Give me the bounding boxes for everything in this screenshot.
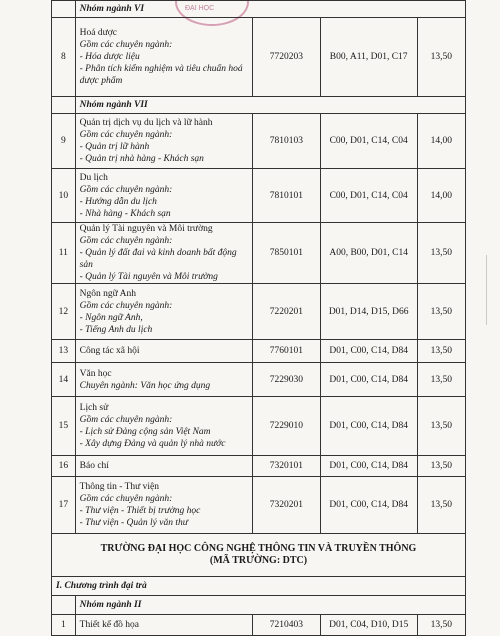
row-number: 17 — [52, 477, 76, 534]
table-row — [52, 284, 466, 340]
specialization-intro: Gồm các chuyên ngành: — [79, 494, 173, 504]
table-row — [52, 397, 466, 456]
min-score: 13,50 — [417, 284, 465, 340]
major-cell — [75, 340, 252, 363]
major-name: Báo chí — [79, 461, 109, 471]
major-code: 7229010 — [253, 397, 321, 456]
row-number: 14 — [52, 363, 76, 397]
major-code: 7229030 — [253, 363, 321, 397]
subject-combos: D01, C00, C14, D84 — [320, 456, 417, 477]
group-row — [52, 596, 466, 615]
min-score: 13,50 — [417, 397, 465, 456]
stamp-text: ĐẠI HỌC — [185, 5, 215, 12]
subject-combos: D01, D14, D15, D66 — [320, 284, 417, 340]
specialization-item: - Quản trị lữ hành — [79, 142, 150, 152]
section-row — [52, 577, 466, 596]
major-cell — [75, 18, 252, 97]
specialization-intro: Gồm các chuyên ngành: — [79, 130, 173, 140]
specialization-item: - Hướng dẫn du lịch — [79, 196, 157, 207]
row-number: 10 — [52, 169, 76, 223]
min-score: 13,50 — [417, 477, 465, 534]
table-row — [52, 340, 466, 363]
section-label: I. Chương trình đại trà — [52, 577, 466, 596]
min-score: 13,50 — [417, 223, 465, 284]
specialization-item: - Phân tích kiểm nghiệm và tiêu chuẩn hoá dược phẩm — [79, 64, 243, 86]
group-row — [52, 1, 466, 18]
major-cell — [75, 223, 252, 284]
min-score: 13,50 — [417, 363, 465, 397]
specialization-intro: Gồm các chuyên ngành: — [79, 300, 173, 311]
major-cell — [75, 284, 252, 340]
specialization-intro: Chuyên ngành: Văn học ứng dụng — [79, 380, 211, 391]
row-number: 8 — [52, 18, 76, 97]
major-code: 7850101 — [253, 223, 321, 284]
university-header-row — [52, 534, 466, 577]
row-number: 9 — [52, 114, 76, 169]
subject-combos: D01, C00, C14, D84 — [320, 363, 417, 397]
specialization-item: - Thư viện - Thiết bị trường học — [79, 506, 201, 516]
group-label: Nhóm ngành VII — [75, 97, 465, 114]
row-number: 1 — [52, 615, 76, 636]
subject-combos: B00, A11, D01, C17 — [320, 18, 417, 97]
major-code: 7810103 — [253, 114, 321, 169]
subject-combos: A00, B00, D01, C14 — [320, 223, 417, 284]
major-code: 7810101 — [253, 169, 321, 223]
table-body — [52, 1, 466, 534]
major-name: Lịch sử — [79, 403, 109, 413]
specialization-item: - Nhà hàng - Khách sạn — [79, 208, 171, 219]
major-name: Quản lý Tài nguyên và Môi trường — [79, 224, 213, 234]
major-cell — [75, 169, 252, 223]
min-score: 14,00 — [417, 114, 465, 169]
margin-pencil-mark — [486, 255, 497, 325]
subject-combos: C00, D01, C14, C04 — [320, 114, 417, 169]
table-row — [52, 477, 466, 534]
specialization-item: - Thư viện - Quản lý văn thư — [79, 518, 188, 528]
major-code: 7760101 — [253, 340, 321, 363]
group-label: Nhóm ngành VI — [75, 1, 465, 18]
specialization-item: - Xây dựng Đảng và quản lý nhà nước — [79, 439, 226, 449]
major-name: Hoá dược — [79, 28, 117, 38]
specialization-item: - Quản lý đất đai và kinh doanh bất động sản — [79, 248, 237, 270]
specialization-intro: Gồm các chuyên ngành: — [79, 40, 173, 50]
min-score: 13,50 — [417, 340, 465, 363]
university-code: (MÃ TRƯỜNG: DTC) — [209, 555, 308, 566]
specialization-item: - Quản trị nhà hàng - Khách sạn — [79, 154, 204, 164]
major-cell — [75, 397, 252, 456]
group-label: Nhóm ngành II — [75, 596, 465, 615]
major-name: Văn học — [79, 368, 112, 379]
specialization-item: - Ngôn ngữ Anh, — [79, 312, 143, 323]
major-code: 7210403 — [253, 615, 321, 636]
major-code: 7220201 — [253, 284, 321, 340]
min-score: 14,00 — [417, 169, 465, 223]
major-name: Quản trị dịch vụ du lịch và lữ hành — [79, 118, 213, 128]
major-code: 7320201 — [253, 477, 321, 534]
group-row — [52, 97, 466, 114]
major-cell — [75, 477, 252, 534]
table-row — [52, 615, 466, 636]
min-score: 13,50 — [417, 18, 465, 97]
specialization-intro: Gồm các chuyên ngành: — [79, 236, 173, 246]
university-name: TRƯỜNG ĐẠI HỌC CÔNG NGHỆ THÔNG TIN VÀ TRUYỀN THÔNG — [100, 543, 417, 554]
subject-combos: C00, D01, C14, C04 — [320, 169, 417, 223]
table-row — [52, 169, 466, 223]
subject-combos: D01, C00, C14, D84 — [320, 340, 417, 363]
specialization-item: - Lịch sử Đảng cộng sản Việt Nam — [79, 427, 211, 437]
row-number: 16 — [52, 456, 76, 477]
subject-combos: D01, C00, C14, D84 — [320, 477, 417, 534]
major-code: 7720203 — [253, 18, 321, 97]
major-cell — [75, 114, 252, 169]
row-number: 12 — [52, 284, 76, 340]
major-cell — [75, 456, 252, 477]
major-name: Thiết kế đồ họa — [75, 615, 252, 636]
specialization-item: - Quản lý Tài nguyên và Môi trường — [79, 272, 218, 282]
specialization-intro: Gồm các chuyên ngành: — [79, 184, 173, 195]
major-name: Công tác xã hội — [79, 346, 140, 356]
row-number: 15 — [52, 397, 76, 456]
specialization-intro: Gồm các chuyên ngành: — [79, 415, 173, 425]
table-footer — [52, 534, 466, 636]
admission-score-table — [51, 0, 466, 636]
subject-combos: D01, C00, C14, D84 — [320, 397, 417, 456]
min-score: 13,50 — [417, 615, 465, 636]
specialization-item: - Tiếng Anh du lịch — [79, 324, 153, 335]
subject-combos: D01, C04, D10, D15 — [320, 615, 417, 636]
table-row — [52, 456, 466, 477]
table-row — [52, 363, 466, 397]
major-name: Du lịch — [79, 172, 108, 183]
table-row — [52, 114, 466, 169]
row-number: 13 — [52, 340, 76, 363]
major-name: Ngôn ngữ Anh — [79, 288, 136, 299]
table-row — [52, 223, 466, 284]
major-name: Thông tin - Thư viện — [79, 482, 160, 492]
row-number: 11 — [52, 223, 76, 284]
major-cell — [75, 363, 252, 397]
min-score: 13,50 — [417, 456, 465, 477]
specialization-item: - Hóa dược liệu — [79, 52, 140, 62]
table-row — [52, 18, 466, 97]
major-code: 7320101 — [253, 456, 321, 477]
